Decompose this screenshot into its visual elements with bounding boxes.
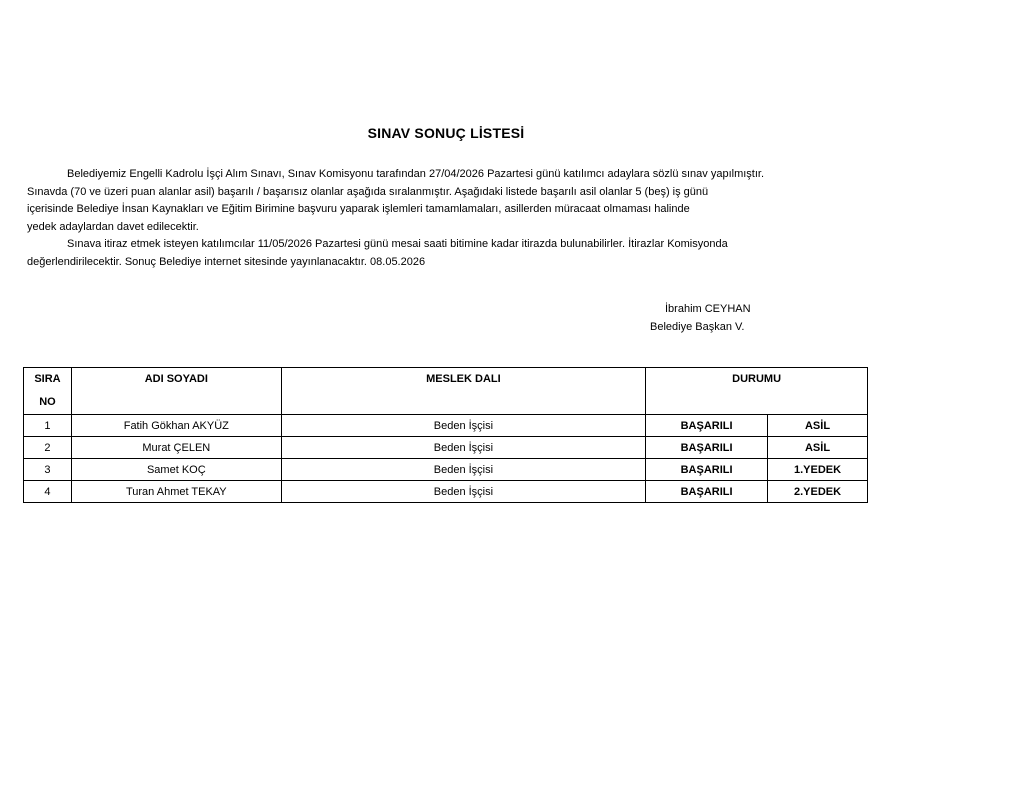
results-table — [23, 367, 868, 503]
cell-type: ASİL — [768, 415, 868, 437]
paragraph-1 — [27, 166, 827, 236]
document-title: SINAV SONUÇ LİSTESİ — [367, 125, 525, 141]
paragraph-1-line-2: Sınavda (70 ve üzeri puan alanlar asil) başarılı / başarısız olanlar aşağıda sıralanmıştır. Aşağıdaki listede başarılı asil olanlar 5 (beş) iş günü — [27, 185, 709, 198]
cell-no: 1 — [24, 415, 72, 437]
paragraph-2 — [27, 236, 827, 271]
header-sira-line2: NO — [39, 396, 56, 408]
header-status: DURUMU — [646, 368, 868, 415]
cell-result: BAŞARILI — [646, 459, 768, 481]
cell-type: 1.YEDEK — [768, 459, 868, 481]
table-header-row — [24, 368, 868, 415]
cell-branch: Beden İşçisi — [281, 459, 645, 481]
header-sira-line1: SIRA — [34, 373, 61, 385]
paragraph-2-line-2: değerlendirilecektir. Sonuç Belediye internet sitesinde yayınlanacaktır. 08.05.2026 — [27, 255, 426, 268]
cell-no: 3 — [24, 459, 72, 481]
header-name: ADI SOYADI — [71, 368, 281, 415]
paragraph-1-line-4: yedek adaylardan davet edilecektir. — [27, 220, 199, 233]
cell-type: 2.YEDEK — [768, 481, 868, 503]
cell-no: 2 — [24, 437, 72, 459]
cell-branch: Beden İşçisi — [281, 415, 645, 437]
announcement-text — [27, 166, 827, 271]
cell-no: 4 — [24, 481, 72, 503]
cell-type: ASİL — [768, 437, 868, 459]
table-row — [24, 437, 868, 459]
table-row — [24, 459, 868, 481]
paragraph-1-line-1: Belediyemiz Engelli Kadrolu İşçi Alım Sınavı, Sınav Komisyonu tarafından 27/04/2026 Pazartesi günü katılımcı adaylara sözlü sınav yapılmıştır. — [67, 168, 765, 180]
cell-name: Turan Ahmet TEKAY — [71, 481, 281, 503]
signatory-role: Belediye Başkan V. — [650, 321, 745, 333]
paragraph-1-line-3: içerisinde Belediye İnsan Kaynakları ve Eğitim Birimine başvuru yaparak işlemleri tamamlamaları, asillerden müracaat olmaması halinde — [27, 203, 690, 215]
table-row — [24, 415, 868, 437]
cell-result: BAŞARILI — [646, 481, 768, 503]
cell-name: Murat ÇELEN — [71, 437, 281, 459]
cell-branch: Beden İşçisi — [281, 481, 645, 503]
cell-name: Fatih Gökhan AKYÜZ — [71, 415, 281, 437]
cell-result: BAŞARILI — [646, 437, 768, 459]
cell-result: BAŞARILI — [646, 415, 768, 437]
signatory-name: İbrahim CEYHAN — [665, 303, 751, 315]
paragraph-2-line-1: Sınava itiraz etmek isteyen katılımcılar 11/05/2026 Pazartesi günü mesai saati bitimine kadar itirazda bulunabilirler. İtirazlar Komisyonda — [67, 238, 728, 250]
header-branch: MESLEK DALI — [281, 368, 645, 415]
table-row — [24, 481, 868, 503]
cell-name: Samet KOÇ — [71, 459, 281, 481]
cell-branch: Beden İşçisi — [281, 437, 645, 459]
header-sira-no — [24, 368, 72, 415]
